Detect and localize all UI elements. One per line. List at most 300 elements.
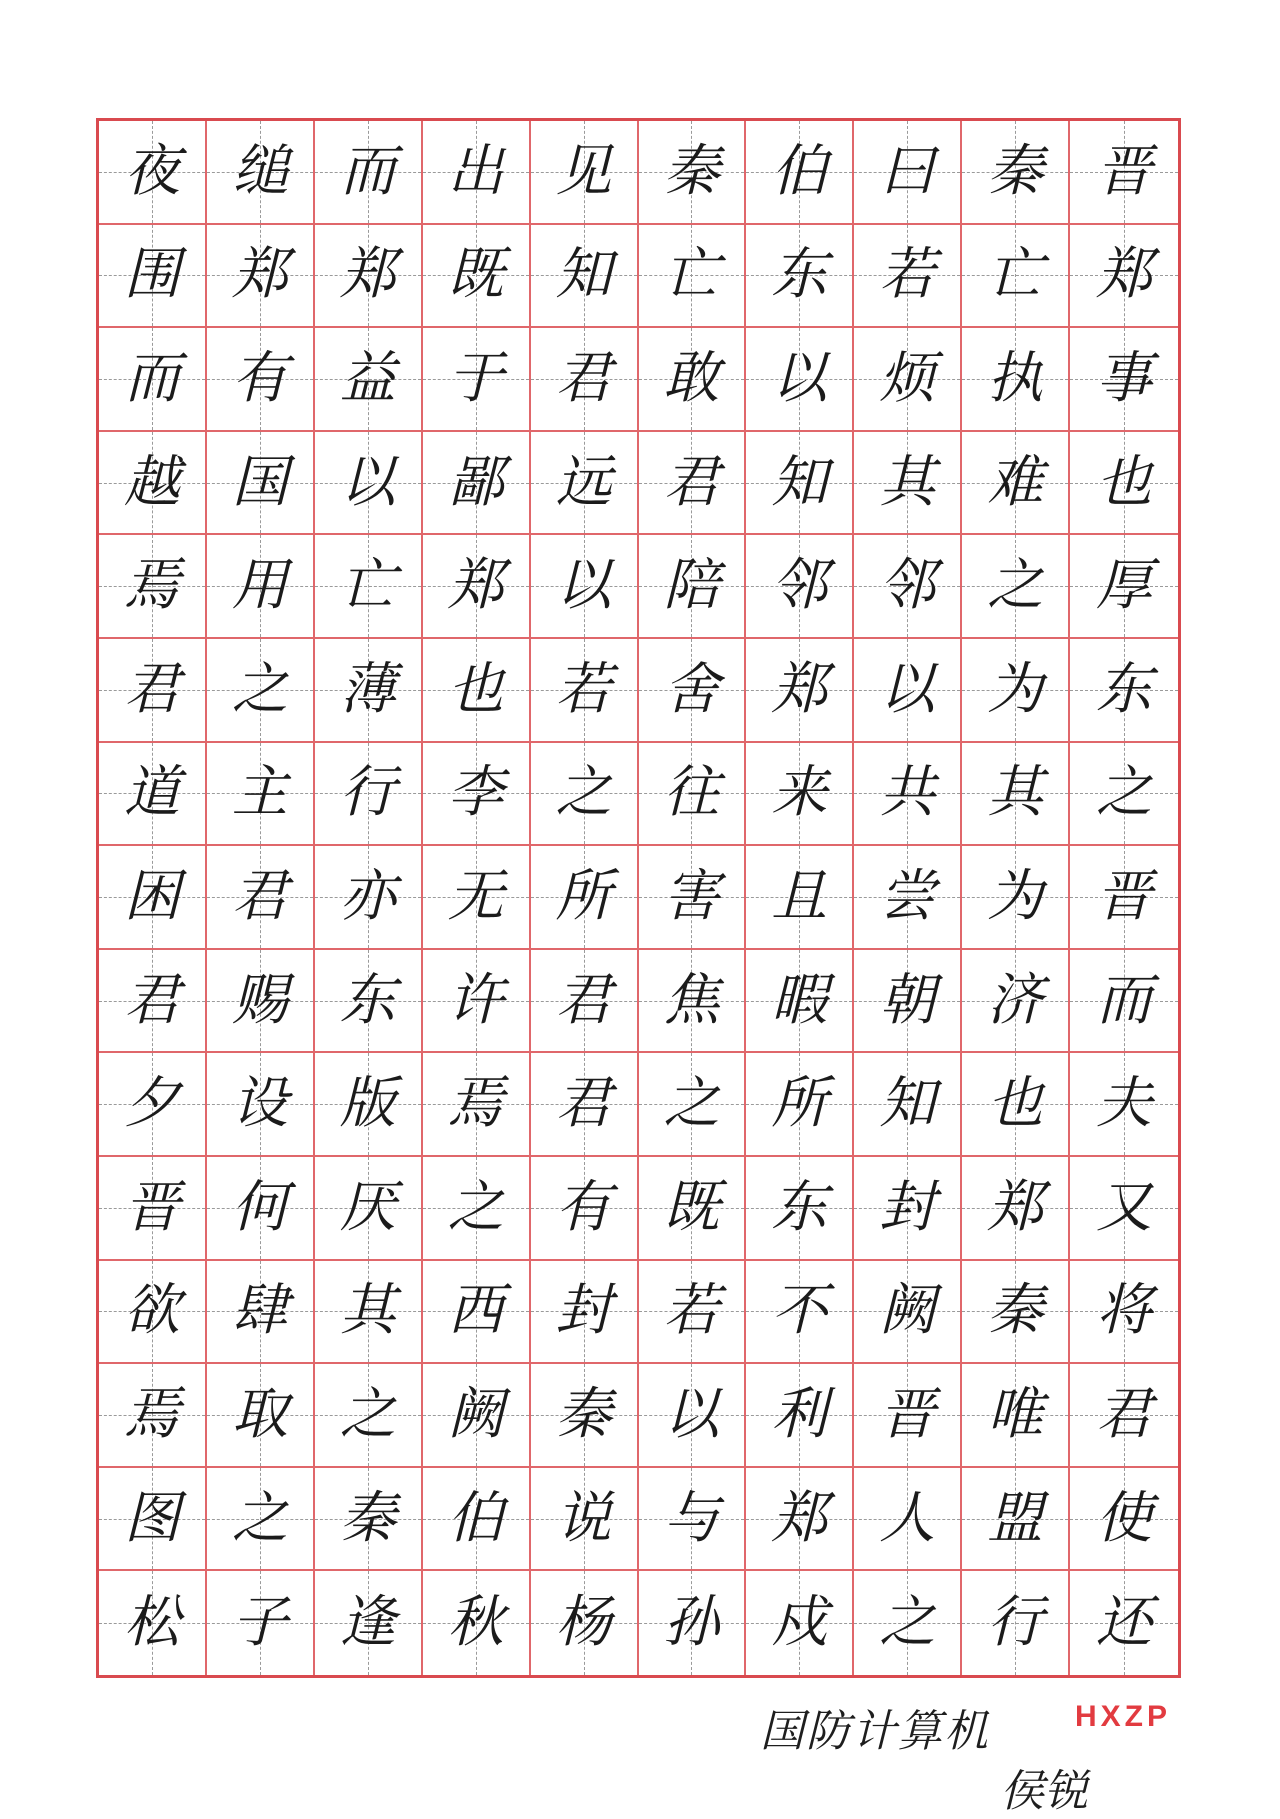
handwritten-character: 君: [1096, 1381, 1153, 1447]
grid-cell: [746, 535, 854, 639]
handwritten-character: 以: [339, 449, 396, 515]
handwritten-character: 君: [123, 967, 180, 1033]
grid-cell: [531, 950, 639, 1054]
handwritten-character: 之: [339, 1381, 396, 1447]
grid-cell: [746, 432, 854, 536]
grid-cell: [207, 1157, 315, 1261]
handwritten-character: 缒: [231, 138, 288, 204]
grid-cell: [423, 743, 531, 847]
handwritten-character: 鄙: [447, 449, 504, 515]
grid-cell: [854, 328, 962, 432]
grid-cell: [315, 121, 423, 225]
grid-cell: [207, 639, 315, 743]
handwritten-character: 郑: [339, 242, 396, 308]
handwritten-character: 之: [555, 760, 612, 826]
handwritten-character: 秦: [987, 1278, 1044, 1344]
grid-cell: [746, 1053, 854, 1157]
handwritten-character: 国: [231, 449, 288, 515]
handwritten-character: 夫: [1096, 1071, 1153, 1137]
handwritten-character: 行: [987, 1590, 1044, 1656]
handwritten-character: 以: [879, 656, 936, 722]
handwritten-character: 道: [123, 760, 180, 826]
grid-cell: [639, 639, 747, 743]
handwritten-character: 君: [231, 863, 288, 929]
grid-cell: [315, 950, 423, 1054]
brand-logo: HXZP: [1075, 1700, 1172, 1733]
grid-cell: [99, 1364, 207, 1468]
handwritten-character: 焦: [663, 967, 720, 1033]
handwritten-character: 西: [447, 1278, 504, 1344]
handwritten-character: 秦: [555, 1381, 612, 1447]
grid-cell: [531, 121, 639, 225]
grid-cell: [854, 743, 962, 847]
handwritten-character: 焉: [123, 1381, 180, 1447]
grid-cell: [423, 535, 531, 639]
handwritten-character: 阙: [879, 1278, 936, 1344]
grid-cell: [207, 1261, 315, 1365]
handwritten-character: 远: [555, 449, 612, 515]
grid-cell: [962, 535, 1070, 639]
grid-cell: [423, 846, 531, 950]
grid-cell: [639, 328, 747, 432]
grid-cell: [962, 950, 1070, 1054]
footer-author-signature: 侯锐: [1000, 1766, 1088, 1817]
grid-cell: [423, 121, 531, 225]
grid-cell: [962, 432, 1070, 536]
handwritten-character: 图: [123, 1485, 180, 1551]
handwritten-character: 既: [663, 1174, 720, 1240]
grid-cell: [207, 950, 315, 1054]
calligraphy-grid-sheet: [96, 118, 1181, 1678]
grid-cell: [854, 950, 962, 1054]
handwritten-character: 晋: [879, 1381, 936, 1447]
grid-cell: [99, 1468, 207, 1572]
handwritten-character: 以: [771, 345, 828, 411]
grid-cell: [99, 432, 207, 536]
handwritten-character: 之: [879, 1590, 936, 1656]
grid-cell: [746, 846, 854, 950]
handwritten-character: 益: [339, 345, 396, 411]
handwritten-character: 取: [231, 1381, 288, 1447]
grid-cell: [746, 1261, 854, 1365]
handwritten-character: 暇: [771, 967, 828, 1033]
grid-cell: [207, 432, 315, 536]
handwritten-character: 之: [231, 656, 288, 722]
grid-cell: [854, 535, 962, 639]
handwritten-character: 盟: [987, 1485, 1044, 1551]
handwritten-character: 晋: [123, 1174, 180, 1240]
handwritten-character: 主: [231, 760, 288, 826]
grid-cell: [639, 432, 747, 536]
handwritten-character: 使: [1096, 1485, 1153, 1551]
handwritten-character: 出: [447, 138, 504, 204]
handwritten-character: 见: [555, 138, 612, 204]
grid-cell: [962, 121, 1070, 225]
grid-cell: [1070, 950, 1178, 1054]
grid-cell: [207, 328, 315, 432]
grid-cell: [99, 328, 207, 432]
handwritten-character: 有: [231, 345, 288, 411]
handwritten-character: 许: [447, 967, 504, 1033]
handwritten-character: 其: [879, 449, 936, 515]
handwritten-character: 亡: [663, 242, 720, 308]
grid-cell: [854, 1157, 962, 1261]
grid-cell: [962, 1157, 1070, 1261]
grid-cell: [962, 1571, 1070, 1675]
grid-cell: [531, 1364, 639, 1468]
grid-cell: [639, 225, 747, 329]
grid-cell: [962, 1468, 1070, 1572]
grid-cell: [99, 535, 207, 639]
handwritten-character: 晋: [1096, 138, 1153, 204]
handwritten-character: 肆: [231, 1278, 288, 1344]
handwritten-character: 秦: [987, 138, 1044, 204]
grid-cell: [99, 950, 207, 1054]
handwritten-character: 且: [771, 863, 828, 929]
handwritten-character: 以: [663, 1381, 720, 1447]
grid-cell: [423, 1261, 531, 1365]
grid-cell: [854, 846, 962, 950]
grid-cell: [1070, 1468, 1178, 1572]
handwritten-character: 之: [663, 1071, 720, 1137]
grid-cell: [531, 225, 639, 329]
grid-cell: [639, 743, 747, 847]
handwritten-character: 封: [879, 1174, 936, 1240]
handwritten-character: 以: [555, 553, 612, 619]
grid-cell: [639, 121, 747, 225]
handwritten-character: 厚: [1096, 553, 1153, 619]
handwritten-character: 困: [123, 863, 180, 929]
handwritten-character: 还: [1096, 1590, 1153, 1656]
grid-cell: [1070, 743, 1178, 847]
grid-cell: [423, 328, 531, 432]
handwritten-character: 戍: [771, 1590, 828, 1656]
handwritten-character: 唯: [987, 1381, 1044, 1447]
handwritten-character: 晋: [1096, 863, 1153, 929]
handwritten-character: 薄: [339, 656, 396, 722]
handwritten-character: 知: [555, 242, 612, 308]
grid-cell: [531, 1053, 639, 1157]
grid-cell: [854, 1053, 962, 1157]
grid-cell: [315, 743, 423, 847]
grid-cell: [854, 1571, 962, 1675]
grid-cell: [207, 1468, 315, 1572]
grid-cell: [962, 1053, 1070, 1157]
handwritten-character: 郑: [987, 1174, 1044, 1240]
grid-cell: [746, 743, 854, 847]
handwritten-character: 行: [339, 760, 396, 826]
handwritten-character: 之: [447, 1174, 504, 1240]
grid-cell: [746, 1571, 854, 1675]
grid-cell: [962, 639, 1070, 743]
handwritten-character: 邻: [879, 553, 936, 619]
grid-cell: [1070, 1157, 1178, 1261]
grid-cell: [531, 1261, 639, 1365]
handwritten-character: 说: [555, 1485, 612, 1551]
handwritten-character: 舍: [663, 656, 720, 722]
grid-cell: [639, 1053, 747, 1157]
handwritten-character: 往: [663, 760, 720, 826]
grid-cell: [1070, 432, 1178, 536]
grid-cell: [315, 328, 423, 432]
handwritten-character: 郑: [1096, 242, 1153, 308]
grid-cell: [207, 1364, 315, 1468]
grid-cell: [746, 1157, 854, 1261]
grid-cell: [423, 1053, 531, 1157]
grid-cell: [746, 328, 854, 432]
handwritten-character: 君: [555, 1071, 612, 1137]
handwritten-character: 欲: [123, 1278, 180, 1344]
grid-cell: [962, 846, 1070, 950]
handwritten-character: 郑: [771, 656, 828, 722]
grid-cell: [531, 535, 639, 639]
grid-cell: [99, 639, 207, 743]
handwritten-character: 亡: [987, 242, 1044, 308]
handwritten-character: 夜: [123, 138, 180, 204]
handwritten-character: 尝: [879, 863, 936, 929]
grid-cell: [1070, 225, 1178, 329]
grid-cell: [962, 225, 1070, 329]
handwritten-character: 郑: [231, 242, 288, 308]
grid-cell: [746, 1468, 854, 1572]
handwritten-character: 伯: [447, 1485, 504, 1551]
grid-cell: [99, 121, 207, 225]
grid-cell: [423, 225, 531, 329]
handwritten-character: 不: [771, 1278, 828, 1344]
grid-cell: [1070, 535, 1178, 639]
grid-cell: [746, 639, 854, 743]
grid-cell: [531, 432, 639, 536]
grid-cell: [531, 743, 639, 847]
grid-cell: [315, 1053, 423, 1157]
handwritten-character: 朝: [879, 967, 936, 1033]
handwritten-character: 子: [231, 1590, 288, 1656]
grid-cell: [531, 328, 639, 432]
handwritten-character: 陪: [663, 553, 720, 619]
handwritten-character: 越: [123, 449, 180, 515]
handwritten-character: 版: [339, 1071, 396, 1137]
grid-cell: [746, 121, 854, 225]
handwritten-character: 知: [771, 449, 828, 515]
grid-cell: [639, 846, 747, 950]
handwritten-character: 若: [555, 656, 612, 722]
grid-cell: [315, 1157, 423, 1261]
grid-cell: [962, 1364, 1070, 1468]
grid-cell: [99, 1157, 207, 1261]
handwritten-character: 松: [123, 1590, 180, 1656]
handwritten-character: 与: [663, 1485, 720, 1551]
grid-cell: [531, 1571, 639, 1675]
grid-cell: [99, 1261, 207, 1365]
handwritten-character: 君: [123, 656, 180, 722]
grid-cell: [531, 1157, 639, 1261]
handwritten-character: 既: [447, 242, 504, 308]
grid-cell: [639, 1157, 747, 1261]
handwritten-character: 将: [1096, 1278, 1153, 1344]
handwritten-character: 秋: [447, 1590, 504, 1656]
grid-cell: [99, 225, 207, 329]
handwritten-character: 东: [771, 1174, 828, 1240]
grid-cell: [207, 1571, 315, 1675]
handwritten-character: 而: [123, 345, 180, 411]
grid-cell: [315, 432, 423, 536]
handwritten-character: 焉: [447, 1071, 504, 1137]
handwritten-character: 围: [123, 242, 180, 308]
handwritten-character: 封: [555, 1278, 612, 1344]
handwritten-character: 执: [987, 345, 1044, 411]
handwritten-character: 君: [555, 967, 612, 1033]
grid-cell: [746, 1364, 854, 1468]
handwritten-character: 其: [987, 760, 1044, 826]
handwritten-character: 之: [231, 1485, 288, 1551]
handwritten-character: 其: [339, 1278, 396, 1344]
handwritten-character: 阙: [447, 1381, 504, 1447]
handwritten-character: 有: [555, 1174, 612, 1240]
handwritten-character: 为: [987, 656, 1044, 722]
grid-cell: [639, 950, 747, 1054]
handwritten-character: 逢: [339, 1590, 396, 1656]
grid-cell: [99, 1571, 207, 1675]
grid-cell: [315, 1261, 423, 1365]
handwritten-character: 邻: [771, 553, 828, 619]
grid-cell: [854, 1364, 962, 1468]
handwritten-character: 于: [447, 345, 504, 411]
grid-cell: [962, 1261, 1070, 1365]
grid-cell: [531, 639, 639, 743]
grid-cell: [99, 1053, 207, 1157]
grid-cell: [854, 639, 962, 743]
grid-cell: [315, 1468, 423, 1572]
handwritten-character: 秦: [339, 1485, 396, 1551]
handwritten-character: 东: [771, 242, 828, 308]
handwritten-character: 何: [231, 1174, 288, 1240]
grid-cell: [854, 225, 962, 329]
grid-cell: [1070, 121, 1178, 225]
handwritten-character: 烦: [879, 345, 936, 411]
handwritten-character: 郑: [447, 553, 504, 619]
grid-cell: [531, 846, 639, 950]
grid-cell: [207, 1053, 315, 1157]
grid-cell: [1070, 1053, 1178, 1157]
handwritten-character: 之: [1096, 760, 1153, 826]
grid-cell: [639, 1364, 747, 1468]
grid-cell: [423, 1157, 531, 1261]
handwritten-character: 知: [879, 1071, 936, 1137]
footer-source-text: 国防计算机: [760, 1706, 990, 1757]
handwritten-character: 君: [663, 449, 720, 515]
handwritten-character: 济: [987, 967, 1044, 1033]
handwritten-character: 人: [879, 1485, 936, 1551]
handwritten-character: 所: [555, 863, 612, 929]
grid-cell: [639, 1468, 747, 1572]
handwritten-character: 之: [987, 553, 1044, 619]
handwritten-character: 厌: [339, 1174, 396, 1240]
grid-cell: [1070, 1364, 1178, 1468]
grid-cell: [315, 535, 423, 639]
handwritten-character: 而: [339, 138, 396, 204]
handwritten-character: 敢: [663, 345, 720, 411]
grid-cell: [639, 535, 747, 639]
grid-cell: [423, 1468, 531, 1572]
handwritten-character: 赐: [231, 967, 288, 1033]
grid-cell: [531, 1468, 639, 1572]
grid-cell: [962, 328, 1070, 432]
handwritten-character: 害: [663, 863, 720, 929]
handwritten-character: 杨: [555, 1590, 612, 1656]
handwritten-character: 利: [771, 1381, 828, 1447]
grid-cell: [315, 639, 423, 743]
handwritten-character: 也: [1096, 449, 1153, 515]
handwritten-character: 所: [771, 1071, 828, 1137]
handwritten-character: 东: [339, 967, 396, 1033]
grid-cell: [315, 225, 423, 329]
grid-cell: [746, 950, 854, 1054]
grid-cell: [639, 1571, 747, 1675]
handwritten-character: 若: [663, 1278, 720, 1344]
handwritten-character: 又: [1096, 1174, 1153, 1240]
handwritten-character: 用: [231, 553, 288, 619]
grid-cell: [315, 1364, 423, 1468]
grid-cell: [1070, 846, 1178, 950]
handwritten-character: 为: [987, 863, 1044, 929]
grid-cell: [639, 1261, 747, 1365]
grid-cell: [1070, 328, 1178, 432]
handwritten-character: 设: [231, 1071, 288, 1137]
grid-cell: [315, 1571, 423, 1675]
grid-cell: [207, 121, 315, 225]
handwritten-character: 难: [987, 449, 1044, 515]
handwritten-character: 也: [987, 1071, 1044, 1137]
grid-cell: [207, 225, 315, 329]
grid-cell: [99, 743, 207, 847]
handwritten-character: 亦: [339, 863, 396, 929]
handwritten-character: 夕: [123, 1071, 180, 1137]
grid-cell: [423, 1364, 531, 1468]
grid-cell: [99, 846, 207, 950]
grid-cell: [423, 950, 531, 1054]
handwritten-character: 来: [771, 760, 828, 826]
handwritten-character: 郑: [771, 1485, 828, 1551]
handwritten-character: 东: [1096, 656, 1153, 722]
grid-cell: [854, 432, 962, 536]
grid-cell: [207, 535, 315, 639]
handwritten-character: 君: [555, 345, 612, 411]
grid-cell: [854, 121, 962, 225]
grid-cell: [315, 846, 423, 950]
handwritten-character: 秦: [663, 138, 720, 204]
grid-cell: [1070, 639, 1178, 743]
grid-cell: [1070, 1261, 1178, 1365]
handwritten-character: 共: [879, 760, 936, 826]
handwritten-character: 李: [447, 760, 504, 826]
grid-cell: [854, 1468, 962, 1572]
handwritten-character: 亡: [339, 553, 396, 619]
grid-cell: [1070, 1571, 1178, 1675]
handwritten-character: 焉: [123, 553, 180, 619]
handwritten-character: 曰: [879, 138, 936, 204]
grid-cell: [423, 639, 531, 743]
handwritten-character: 孙: [663, 1590, 720, 1656]
handwritten-character: 若: [879, 242, 936, 308]
handwritten-character: 而: [1096, 967, 1153, 1033]
handwritten-character: 也: [447, 656, 504, 722]
handwritten-character: 无: [447, 863, 504, 929]
handwritten-character: 伯: [771, 138, 828, 204]
grid-cell: [423, 1571, 531, 1675]
grid-cell: [207, 743, 315, 847]
handwritten-character: 事: [1096, 345, 1153, 411]
grid-cell: [962, 743, 1070, 847]
